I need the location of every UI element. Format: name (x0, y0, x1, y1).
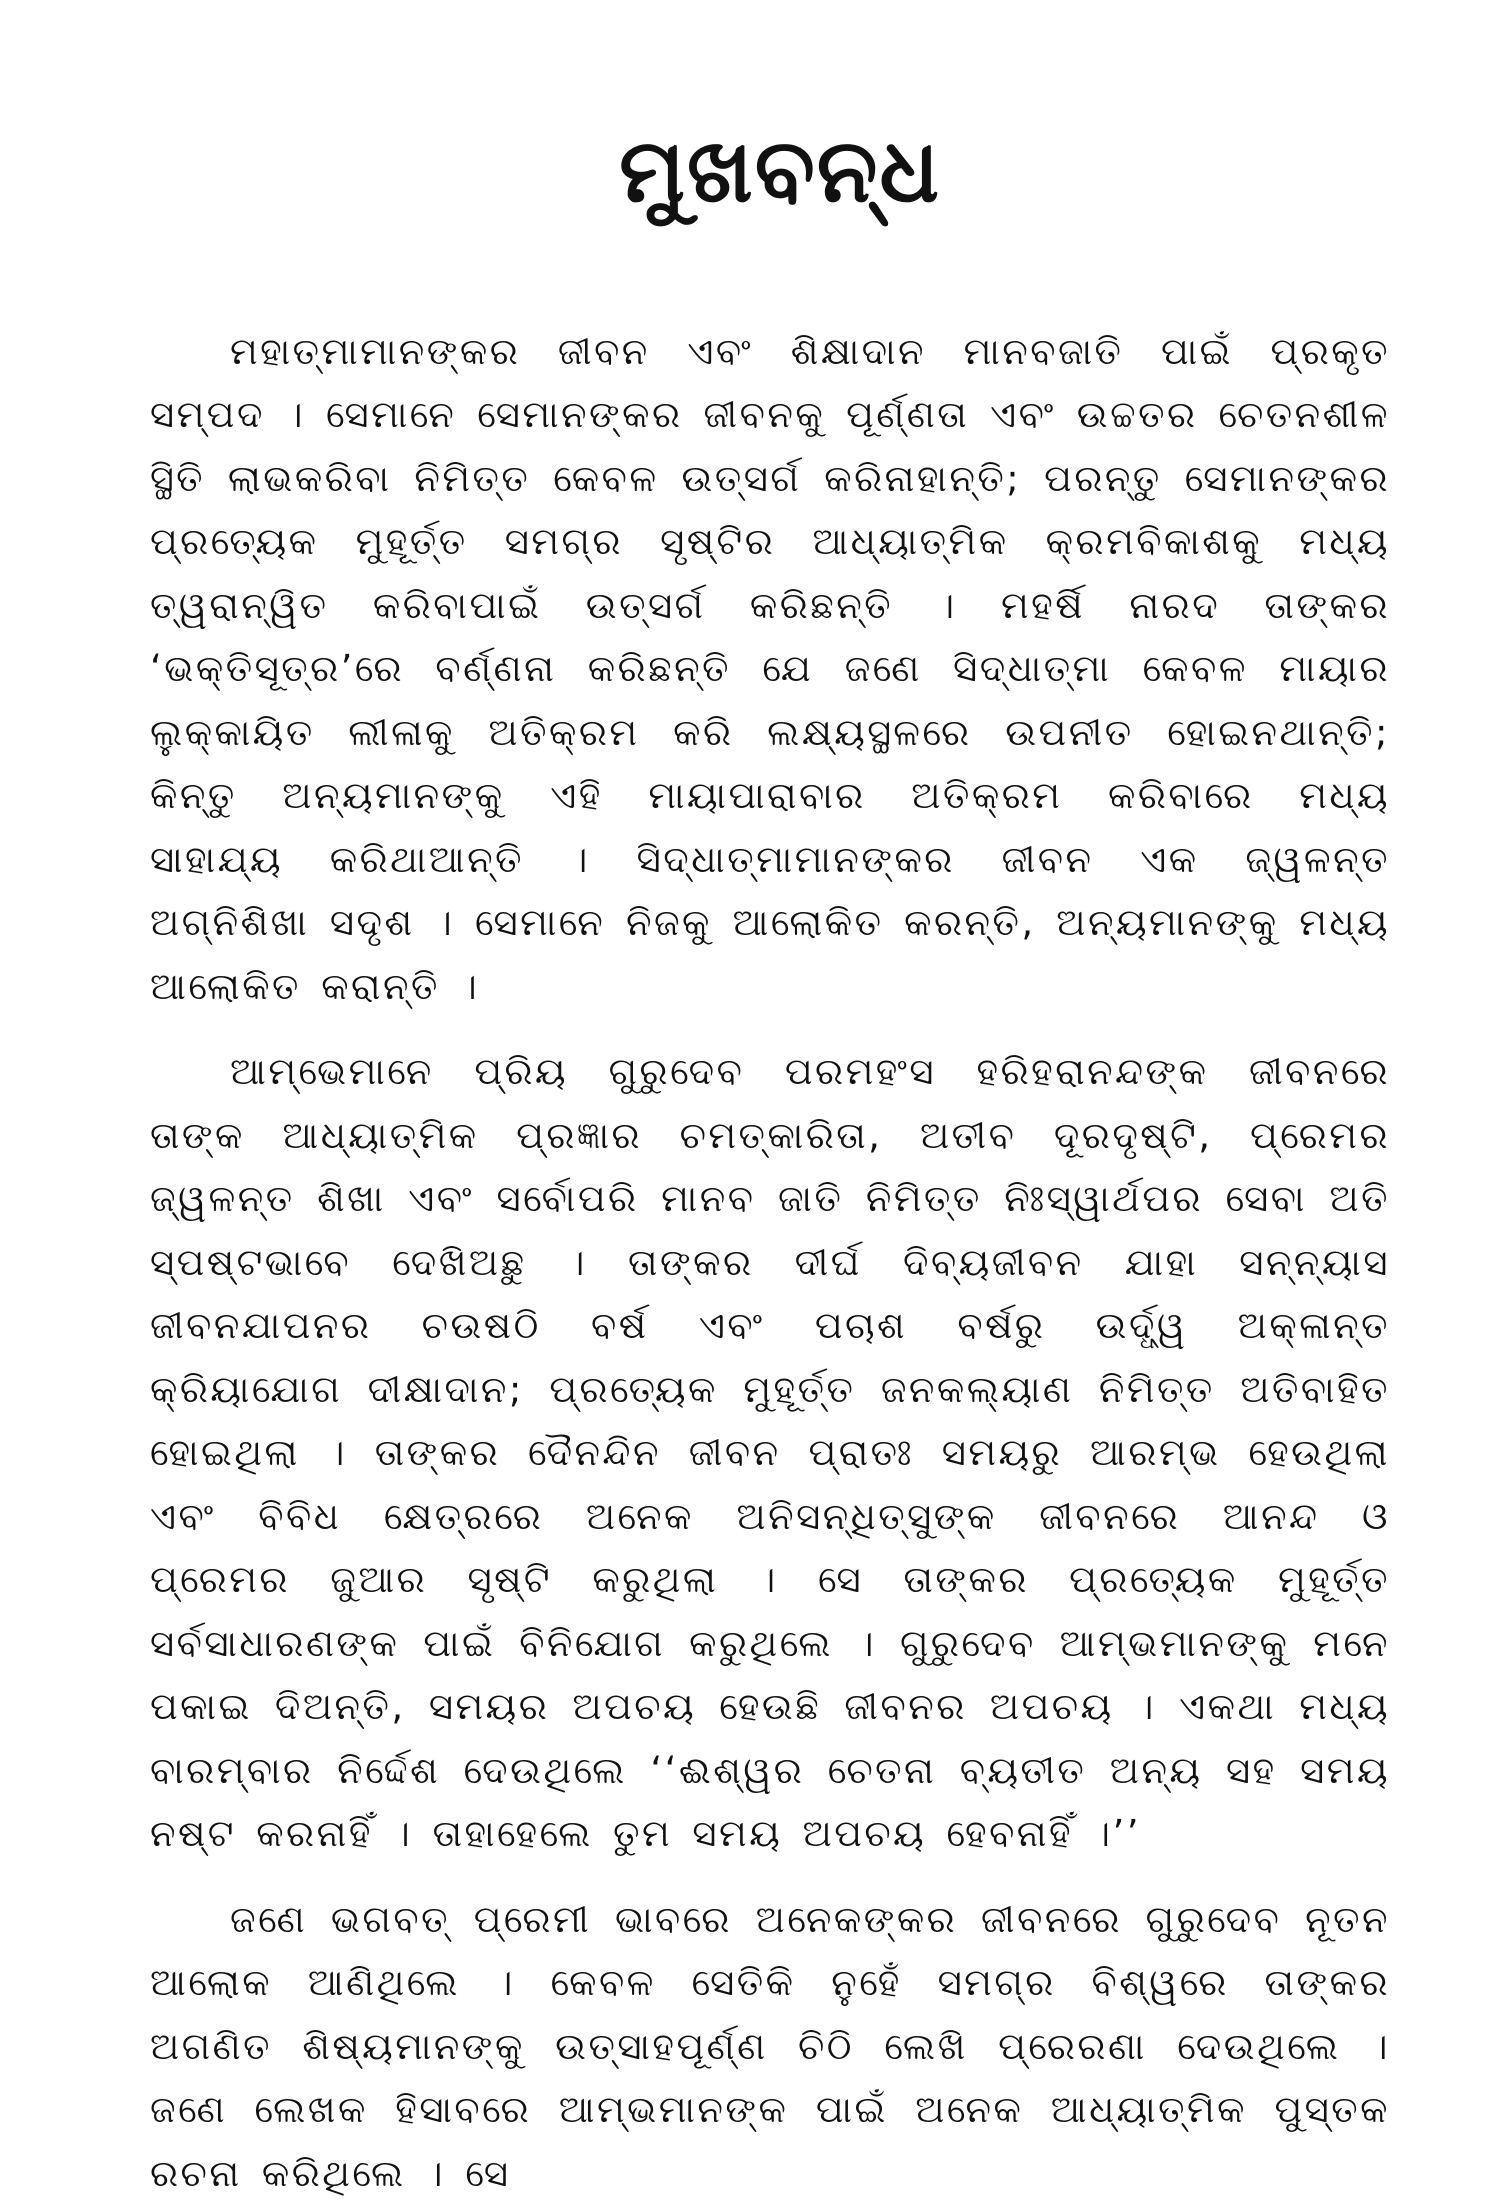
paragraph-2: ଆମ୍ଭେମାନେ ପ୍ରିୟ ଗୁରୁଦେବ ପରମହଂସ ହରିହରାନନ୍ଦଙ୍କ ଜୀବନରେ ତାଙ୍କ ଆଧ୍ୟାତ୍ମିକ ପ୍ରଜ୍ଞାର ଚମତ୍କାରିତା, ଅତୀବ ଦୂରଦୃଷ୍ଟି, ପ୍ରେମର ଜ୍ୱଳନ୍ତ ଶିଖା ଏବଂ ସର୍ବୋପରି ମାନବ ଜାତି ନିମିତ୍ତ ନିଃସ୍ୱାର୍ଥପର ସେବା ଅତି ସ୍ପଷ୍ଟଭାବେ ଦେଖିଅଛୁ । ତାଙ୍କର ଦୀର୍ଘ ଦିବ୍ୟଜୀବନ ଯାହା ସନ୍ନ୍ୟାସ ଜୀବନଯାପନର ଚଉଷଠି ବର୍ଷ ଏବଂ ପଚାଶ ବର୍ଷରୁ ଉର୍ଦ୍ଧ୍ୱ ଅକ୍ଳାନ୍ତ କ୍ରିୟାଯୋଗ ଦୀକ୍ଷାଦାନ; ପ୍ରତ୍ୟେକ ମୁହୂର୍ତ୍ତ ଜନକଲ୍ୟାଣ ନିମିତ୍ତ ଅତିବାହିତ ହୋଇଥିଲା । ତାଙ୍କର ଦୈନନ୍ଦିନ ଜୀବନ ପ୍ରାତଃ ସମୟରୁ ଆରମ୍ଭ ହେଉଥିଲା ଏବଂ ବିବିଧ କ୍ଷେତ୍ରରେ ଅନେକ ଅନିସନ୍ଧିତ୍ସୁଙ୍କ ଜୀବନରେ ଆନନ୍ଦ ଓ ପ୍ରେମର ଜୁଆର ସୃଷ୍ଟି କରୁଥିଲା । ସେ ତାଙ୍କର ପ୍ରତ୍ୟେକ ମୁହୂର୍ତ୍ତ ସର୍ବସାଧାରଣଙ୍କ ପାଇଁ ବିନିଯୋଗ କରୁଥିଲେ । ଗୁରୁଦେବ ଆମ୍ଭମାନଙ୍କୁ ମନେ ପକାଇ ଦିଅନ୍ତି, ସମୟର ଅପଚୟ ହେଉଛି ଜୀବନର ଅପଚୟ । ଏକଥା ମଧ୍ୟ ବାରମ୍ବାର ନିର୍ଦ୍ଦେଶ ଦେଉଥିଲେ ‘‘ଈଶ୍ୱର ଚେତନା ବ୍ୟତୀତ ଅନ୍ୟ ସହ ସମୟ ନଷ୍ଟ କରନାହିଁ । ତାହାହେଲେ ତୁମ ସମୟ ଅପଚୟ ହେବନାହିଁ ।’’ (150, 1050, 1390, 1856)
paragraph-3: ଜଣେ ଭଗବତ୍ ପ୍ରେମୀ ଭାବରେ ଅନେକଙ୍କର ଜୀବନରେ ଗୁରୁଦେବ ନୂତନ ଆଲୋକ ଆଣିଥିଲେ । କେବଳ ସେତିକି ନୁହେଁ ସମଗ୍ର ବିଶ୍ୱରେ ତାଙ୍କର ଅଗଣିତ ଶିଷ୍ୟମାନଙ୍କୁ ଉତ୍ସାହପୂର୍ଣ୍ଣ ଚିଠି ଲେଖି ପ୍ରେରଣା ଦେଉଥିଲେ । ଜଣେ ଲେଖକ ହିସାବରେ ଆମ୍ଭମାନଙ୍କ ପାଇଁ ଅନେକ ଆଧ୍ୟାତ୍ମିକ ପୁସ୍ତକ ରଚନା କରିଥିଲେ । ସେ (150, 1897, 1390, 2195)
document-body (150, 320, 1390, 2205)
paragraph-1: ମହାତ୍ମାମାନଙ୍କର ଜୀବନ ଏବଂ ଶିକ୍ଷାଦାନ ମାନବଜାତି ପାଇଁ ପ୍ରକୃତ ସମ୍ପଦ । ସେମାନେ ସେମାନଙ୍କର ଜୀବନକୁ ପୂର୍ଣ୍ଣତା ଏବଂ ଉଚ୍ଚତର ଚେତନଶୀଳ ସ୍ଥିତି ଲାଭକରିବା ନିମିତ୍ତ କେବଳ ଉତ୍ସର୍ଗ କରିନାହାନ୍ତି; ପରନ୍ତୁ ସେମାନଙ୍କର ପ୍ରତ୍ୟେକ ମୁହୂର୍ତ୍ତ ସମଗ୍ର ସୃଷ୍ଟିର ଆଧ୍ୟାତ୍ମିକ କ୍ରମବିକାଶକୁ ମଧ୍ୟ ତ୍ୱରାନ୍ୱିତ କରିବାପାଇଁ ଉତ୍ସର୍ଗ କରିଛନ୍ତି । ମହର୍ଷି ନାରଦ ତାଙ୍କର ‘ଭକ୍ତିସୂତ୍ର’ରେ ବର୍ଣ୍ଣନା କରିଛନ୍ତି ଯେ ଜଣେ ସିଦ୍ଧାତ୍ମା କେବଳ ମାୟାର ଲୁକ୍କାୟିତ ଲୀଳାକୁ ଅତିକ୍ରମ କରି ଲକ୍ଷ୍ୟସ୍ଥଳରେ ଉପନୀତ ହୋଇନଥାନ୍ତି; କିନ୍ତୁ ଅନ୍ୟମାନଙ୍କୁ ଏହି ମାୟାପାରାବାର ଅତିକ୍ରମ କରିବାରେ ମଧ୍ୟ ସାହାଯ୍ୟ କରିଥାଆନ୍ତି । ସିଦ୍ଧାତ୍ମାମାନଙ୍କର ଜୀବନ ଏକ ଜ୍ୱଳନ୍ତ ଅଗ୍ନିଶିଖା ସଦୃଶ । ସେମାନେ ନିଜକୁ ଆଲୋକିତ କରନ୍ତି, ଅନ୍ୟମାନଙ୍କୁ ମଧ୍ୟ ଆଲୋକିତ କରାନ୍ତି । (150, 329, 1390, 1008)
page-title: ମୁଖବନ୍ଧ (619, 119, 941, 222)
